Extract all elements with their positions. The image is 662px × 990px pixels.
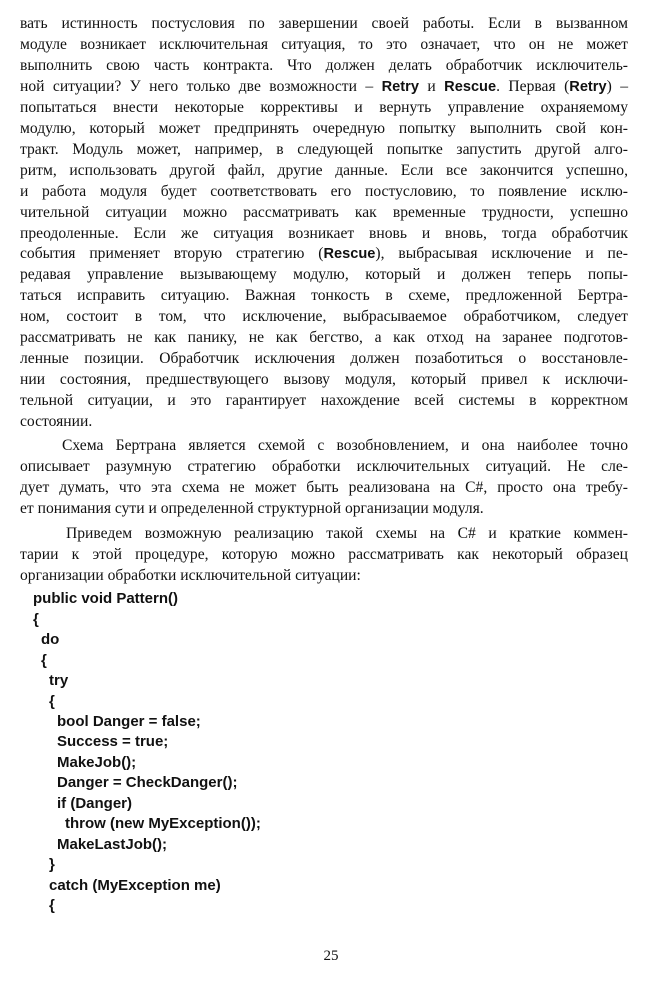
keyword-rescue: Rescue (323, 246, 376, 262)
code-line: Danger = CheckDanger(); (57, 774, 238, 791)
code-line: throw (new MyException()); (65, 815, 261, 832)
code-line: do (41, 631, 60, 648)
text-segment: ной ситуации? У него только две возможности – (20, 78, 374, 95)
text-line: ет понимания сути и определенной структурной организации модуля. (20, 500, 484, 517)
text-line (20, 244, 628, 265)
text-line: ном, состоит в том, что исключение, выбрасываемое обработчиком, следует (20, 308, 628, 325)
keyword-retry: Retry (569, 79, 607, 95)
code-line: if (Danger) (57, 795, 132, 812)
text-line: описывает разумную стратегию обработки исключительных ситуаций. Не сле- (20, 458, 628, 475)
code-line: MakeLastJob(); (57, 836, 168, 853)
text-line (20, 77, 628, 98)
text-segment: . Первая ( (496, 78, 570, 95)
text-line: редавая управление вызывающему модулю, который и должен теперь попы- (20, 266, 628, 283)
keyword-retry: Retry (381, 79, 419, 95)
code-line: { (41, 652, 47, 669)
text-line: попытаться внести некоторые коррективы и вернуть управление охраняемому (20, 99, 628, 116)
code-line: bool Danger = false; (57, 713, 201, 730)
text-line: ленные позиции. Обработчик исключения должен позаботиться о восстановле- (20, 350, 628, 367)
text-line: дует думать, что эта схема не может быть реализована на C#, просто она требу- (20, 479, 628, 496)
keyword-rescue: Rescue (444, 79, 497, 95)
text-line: преодоленные. Если же ситуация возникает вновь и вновь, тогда обработчик (20, 225, 628, 242)
text-segment: и (427, 78, 436, 95)
text-line: организации обработки исключительной ситуации: (20, 567, 361, 584)
text-line: и работа модуля будет соответствовать его постусловию, то появление исклю- (20, 183, 628, 200)
text-line: модуле возникает исключительная ситуация, то это означает, что он не может (20, 36, 628, 53)
text-line: чительной ситуации можно рассматривать как временные трудности, успешно (20, 204, 628, 221)
text-line: ритм, использовать другой файл, другие данные. Если все закончится успешно, (20, 162, 628, 179)
code-line: } (49, 856, 55, 873)
text-line: модулю, который может предпринять очередную попытку выполнить свой кон- (20, 120, 628, 137)
code-line: Success = true; (57, 733, 169, 750)
code-line: { (49, 897, 55, 914)
code-line: MakeJob(); (57, 754, 137, 771)
text-line: рассматривать не как панику, не как бегство, а как отход на заранее подготов- (20, 329, 628, 346)
page-number: 25 (323, 948, 339, 964)
text-line: тарии к этой процедуре, которую можно рассматривать как некоторый образец (20, 546, 628, 563)
text-line: выполнить свою часть контракта. Что должен делать обработчик исключитель- (20, 57, 628, 74)
text-line: таться исправить ситуацию. Важная тонкость в схеме, предложенной Бертра- (20, 287, 628, 304)
text-line: тракт. Модуль может, например, в следующей попытке запустить другой алго- (20, 141, 628, 158)
text-line: состоянии. (20, 413, 93, 430)
text-line: Приведем возможную реализацию такой схемы на C# и краткие коммен- (66, 525, 628, 542)
code-line: try (49, 672, 69, 689)
code-line: { (33, 611, 39, 628)
text-line: Схема Бертрана является схемой с возобновлением, и она наиболее точно (62, 437, 628, 454)
text-segment: ) – (606, 78, 629, 95)
code-line: catch (MyException me) (49, 877, 221, 894)
code-line: public void Pattern() (33, 590, 179, 607)
text-line: тельной ситуации, и это гарантирует нахождение всей системы в корректном (20, 392, 628, 409)
text-segment: ), выбрасывая исключение и пе- (375, 245, 628, 262)
text-line: вать истинность постусловия по завершении своей работы. Если в вызванном (20, 15, 628, 32)
text-segment: события применяет вторую стратегию ( (20, 245, 324, 262)
code-line: { (49, 693, 55, 710)
text-line: нии состояния, предшествующего вызову модуля, который привел к исключи- (20, 371, 628, 388)
